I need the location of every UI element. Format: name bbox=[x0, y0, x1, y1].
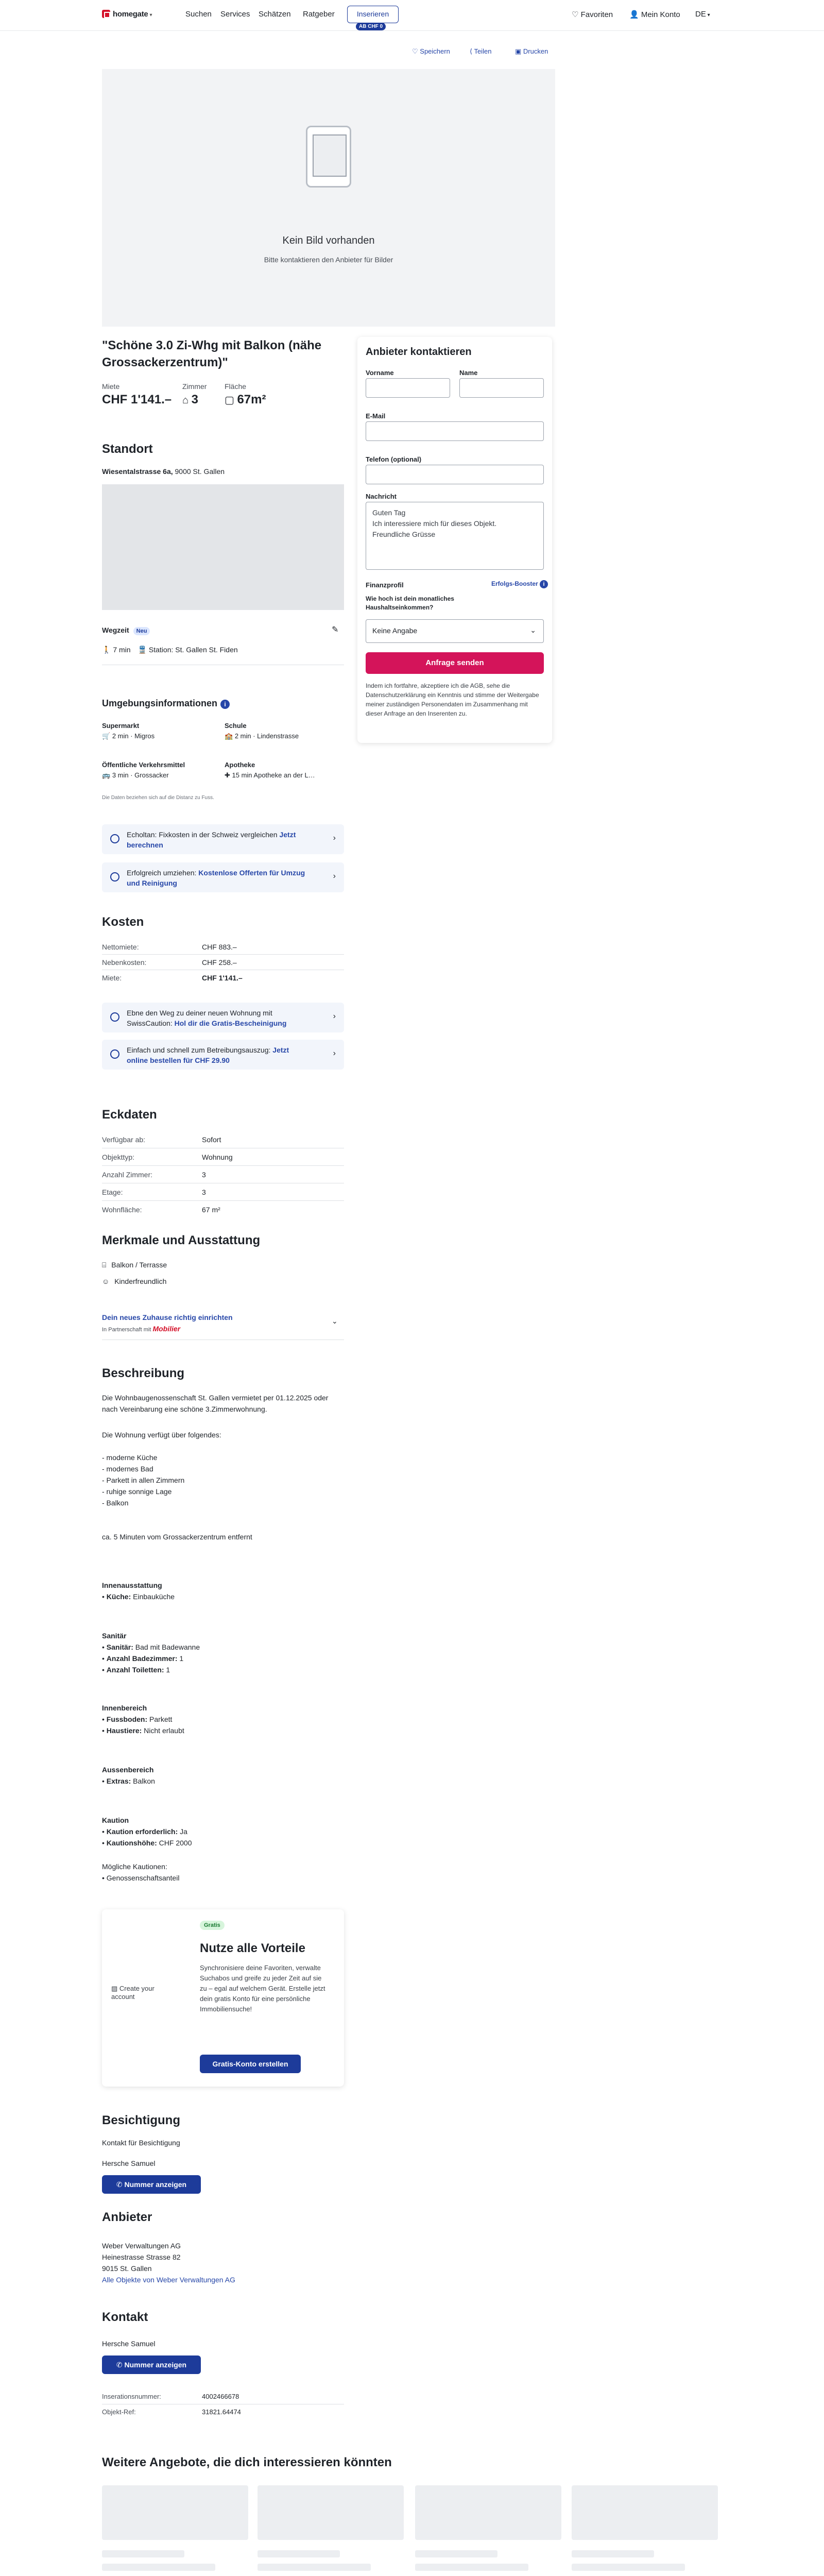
contact-form bbox=[357, 337, 552, 743]
desc-section-item: • Kaution erforderlich: Ja bbox=[102, 1827, 187, 1836]
description-list-item: - modernes Bad bbox=[102, 1465, 153, 1473]
language-switcher[interactable]: DE ▾ bbox=[695, 10, 710, 19]
shield-icon bbox=[110, 1012, 119, 1022]
chevron-right-icon: › bbox=[333, 1049, 336, 1058]
cost-label: Nettomiete: bbox=[102, 943, 139, 951]
create-account-button[interactable]: Gratis-Konto erstellen bbox=[200, 2055, 301, 2073]
commute-info: 🚶 7 min 🚆 Station: St. Gallen St. Fiden bbox=[102, 646, 238, 654]
logo-icon bbox=[102, 10, 110, 18]
desc-section-item: • Sanitär: Bad mit Badewanne bbox=[102, 1643, 200, 1651]
listing-title: "Schöne 3.0 Zi-Whg mit Balkon (nähe Grossackerzentrum)" bbox=[102, 338, 322, 369]
free-badge: Gratis bbox=[200, 1921, 225, 1930]
details-heading: Eckdaten bbox=[102, 1108, 157, 1122]
send-request-button[interactable]: Anfrage senden bbox=[366, 652, 544, 674]
income-select[interactable]: Keine Angabe ⌄ bbox=[366, 619, 544, 643]
last-name-field[interactable] bbox=[459, 378, 544, 398]
print-icon: ▣ bbox=[515, 47, 523, 55]
address: Wiesentalstrasse 6a, 9000 St. Gallen bbox=[102, 467, 225, 476]
chevron-down-icon: ⌄ bbox=[530, 626, 536, 634]
detail-label: Anzahl Zimmer: bbox=[102, 1171, 153, 1179]
phone-label: Telefon (optional) bbox=[366, 455, 422, 463]
costs-heading: Kosten bbox=[102, 915, 144, 929]
desc-section-item: • Küche: Einbauküche bbox=[102, 1592, 175, 1601]
detail-label: Verfügbar ab: bbox=[102, 1136, 146, 1144]
desc-section-title: Aussenbereich bbox=[102, 1766, 154, 1774]
show-number-button[interactable]: ✆ Nummer anzeigen bbox=[102, 2175, 201, 2194]
share-button[interactable]: ⟨ Teilen bbox=[470, 47, 492, 55]
logo[interactable]: homegate ▾ bbox=[102, 10, 152, 19]
rent-label: Miete bbox=[102, 382, 120, 391]
description-list-item: - ruhige sonnige Lage bbox=[102, 1487, 172, 1496]
cost-label: Miete: bbox=[102, 974, 122, 982]
feature-item: ☺ Kinderfreundlich bbox=[102, 1277, 167, 1285]
chevron-down-icon: ▾ bbox=[149, 12, 152, 18]
surrounding-value: 🛒 2 min · Migros bbox=[102, 732, 155, 740]
chevron-down-icon[interactable]: ⌄ bbox=[332, 1317, 338, 1325]
post-ad-badge: AB CHF 0 bbox=[356, 23, 386, 30]
surrounding-title: Schule bbox=[225, 722, 247, 730]
no-image-icon bbox=[306, 126, 351, 188]
benefits-text: Synchronisiere deine Favoriten, verwalte Suchabos und greife zu jeder Zeit auf sie zu – egal auf welchem Gerät. Erstelle jetzt dein gratis Konto für eine persönliche Immobiliensuche! bbox=[200, 1964, 325, 2013]
email-label: E-Mail bbox=[366, 412, 386, 420]
child-icon: ☺ bbox=[102, 1277, 112, 1285]
detail-value: Wohnung bbox=[202, 1153, 233, 1161]
cost-label: Nebenkosten: bbox=[102, 958, 147, 967]
surrounding-title: Supermarkt bbox=[102, 722, 140, 730]
listing-card-placeholder[interactable] bbox=[102, 2485, 248, 2576]
phone-icon: ✆ bbox=[116, 2180, 125, 2189]
promo-debt-extract[interactable]: Einfach und schnell zum Betreibungsauszug: Jetzt online bestellen für CHF 29.90 › bbox=[102, 1040, 344, 1070]
cost-value: CHF 883.– bbox=[202, 943, 237, 951]
detail-value: 3 bbox=[202, 1188, 206, 1196]
provider-line: Weber Verwaltungen AG bbox=[102, 2242, 181, 2250]
detail-value: Sofort bbox=[202, 1136, 221, 1144]
promo-swisscaution[interactable]: Ebne den Weg zu deiner neuen Wohnung mit SwissCaution: Hol dir die Gratis-Bescheinigung › bbox=[102, 1003, 344, 1032]
viewing-label: Kontakt für Besichtigung bbox=[102, 2139, 180, 2147]
surrounding-value: 🏫 2 min · Lindenstrasse bbox=[225, 732, 299, 740]
info-icon[interactable]: i bbox=[540, 580, 548, 588]
promo-fixed-costs[interactable]: Echoltan: Fixkosten in der Schweiz vergleichen Jetzt berechnen › bbox=[102, 824, 344, 854]
first-name-field[interactable] bbox=[366, 378, 450, 398]
cost-value: CHF 258.– bbox=[202, 958, 237, 967]
account-link[interactable]: 👤 Mein Konto bbox=[629, 10, 680, 19]
detail-value: 67 m² bbox=[202, 1206, 220, 1214]
nav-guide[interactable]: Ratgeber bbox=[303, 10, 335, 19]
furnish-link[interactable]: Dein neues Zuhause richtig einrichten bbox=[102, 1313, 233, 1321]
income-question: Wie hoch ist dein monatliches Haushaltseinkommen? bbox=[366, 595, 454, 611]
description-intro: Die Wohnbaugenossenschaft St. Gallen vermietet per 01.12.2025 oder nach Vereinbarung eine schöne 3.Zimmerwohnung. bbox=[102, 1394, 329, 1413]
financial-profile-label: Finanzprofil bbox=[366, 581, 404, 589]
description-heading: Beschreibung bbox=[102, 1366, 185, 1380]
listing-card-placeholder[interactable] bbox=[258, 2485, 404, 2576]
area-icon: ▢ bbox=[225, 395, 237, 406]
area-label: Fläche bbox=[225, 382, 247, 391]
desc-section-title: Innenausstattung bbox=[102, 1581, 162, 1589]
user-icon: 👤 bbox=[629, 10, 641, 19]
viewing-name: Hersche Samuel bbox=[102, 2159, 156, 2167]
partner-logo: Mobilier bbox=[152, 1325, 181, 1333]
desc-section-item: • Extras: Balkon bbox=[102, 1777, 155, 1785]
school-icon: 🏫 bbox=[225, 732, 235, 740]
print-button[interactable]: ▣ Drucken bbox=[515, 47, 548, 55]
surrounding-value: 🚌 3 min · Grossacker bbox=[102, 771, 169, 779]
surroundings-note: Die Daten beziehen sich auf die Distanz zu Fuss. bbox=[102, 795, 214, 801]
nav-estimate[interactable]: Schätzen bbox=[259, 10, 291, 19]
site-header bbox=[0, 0, 824, 31]
promo-moving[interactable]: Erfolgreich umziehen: Kostenlose Offerten für Umzug und Reinigung › bbox=[102, 862, 344, 892]
desc-section-item: • Fussboden: Parkett bbox=[102, 1715, 173, 1723]
desc-section-title: Innenbereich bbox=[102, 1704, 147, 1712]
last-name-label: Name bbox=[459, 369, 478, 377]
surrounding-title: Öffentliche Verkehrsmittel bbox=[102, 761, 185, 769]
listing-card-placeholder[interactable] bbox=[572, 2485, 718, 2576]
detail-label: Etage: bbox=[102, 1188, 123, 1196]
nav-search[interactable]: Suchen bbox=[185, 10, 212, 19]
edit-icon[interactable]: ✎ bbox=[332, 625, 339, 634]
save-button[interactable]: ♡ Speichern bbox=[412, 47, 450, 55]
phone-icon: ✆ bbox=[116, 2361, 125, 2369]
surroundings-heading: Umgebungsinformationen i bbox=[102, 698, 230, 709]
feature-item: ⌸ Balkon / Terrasse bbox=[102, 1261, 167, 1269]
more-heading: Weitere Angebote, die dich interessieren könnten bbox=[102, 2455, 392, 2469]
house-icon: ⌂ bbox=[182, 395, 192, 406]
surrounding-title: Apotheke bbox=[225, 761, 255, 769]
rent-value: CHF 1'141.– bbox=[102, 393, 172, 406]
document-icon bbox=[110, 1049, 119, 1059]
listing-card-placeholder[interactable] bbox=[415, 2485, 561, 2576]
message-label: Nachricht bbox=[366, 493, 397, 500]
form-legal-text: Indem ich fortfahre, akzeptiere ich die AGB, sehe die Datenschutzerklärung ein Kenntnis und stimme der Weitergabe meiner zuständigen Personendaten im Zusammenhang mit dieser Anfrage an den Inserenten zu. bbox=[366, 682, 539, 717]
pharmacy-icon: ✚ bbox=[225, 771, 232, 779]
post-ad-button[interactable]: Inserieren bbox=[347, 6, 399, 23]
image-gallery[interactable] bbox=[102, 69, 555, 327]
provider-objects-link[interactable]: Alle Objekte von Weber Verwaltungen AG bbox=[102, 2276, 235, 2284]
desc-section-item: • Anzahl Badezimmer: 1 bbox=[102, 1654, 184, 1663]
provider-line: 9015 St. Gallen bbox=[102, 2264, 152, 2273]
new-badge: Neu bbox=[133, 627, 150, 635]
desc-section-title: Sanitär bbox=[102, 1632, 127, 1640]
id-label: Inserationsnummer: bbox=[102, 2393, 161, 2400]
features-heading: Merkmale und Ausstattung bbox=[102, 1233, 261, 1247]
heart-icon: ♡ bbox=[412, 47, 420, 55]
provider-line: Heinestrasse Strasse 82 bbox=[102, 2253, 181, 2261]
no-image-subtitle: Bitte kontaktieren den Anbieter für Bilder bbox=[264, 256, 393, 264]
contact-name: Hersche Samuel bbox=[102, 2340, 156, 2348]
surrounding-value: ✚ 15 min Apotheke an der L… bbox=[225, 771, 315, 779]
form-title: Anbieter kontaktieren bbox=[366, 346, 472, 358]
info-icon[interactable]: i bbox=[220, 700, 230, 709]
rooms-value: ⌂ 3 bbox=[182, 393, 198, 406]
location-heading: Standort bbox=[102, 442, 153, 456]
cart-icon: 🛒 bbox=[102, 732, 112, 740]
chevron-down-icon: ▾ bbox=[706, 12, 710, 18]
share-icon: ⟨ bbox=[470, 47, 474, 55]
first-name-label: Vorname bbox=[366, 369, 394, 377]
benefits-title: Nutze alle Vorteile bbox=[200, 1941, 305, 1955]
boost-badge: Erfolgs-Booster i bbox=[491, 580, 548, 588]
nav-services[interactable]: Services bbox=[220, 10, 250, 19]
account-illustration: ▨ Create your account bbox=[111, 1985, 154, 2001]
favorites-link[interactable]: ♡ Favoriten bbox=[572, 10, 613, 19]
detail-label: Objekttyp: bbox=[102, 1153, 135, 1161]
heart-icon: ♡ bbox=[572, 10, 581, 19]
description-list-item: - Parkett in allen Zimmern bbox=[102, 1476, 185, 1484]
chevron-right-icon: › bbox=[333, 834, 336, 842]
detail-value: 3 bbox=[202, 1171, 206, 1179]
email-field[interactable] bbox=[366, 421, 544, 441]
description-distance: ca. 5 Minuten vom Grossackerzentrum entfernt bbox=[102, 1533, 252, 1541]
chevron-right-icon: › bbox=[333, 1012, 336, 1021]
desc-section-item: • Anzahl Toiletten: 1 bbox=[102, 1666, 170, 1674]
deposit-label: Mögliche Kautionen: bbox=[102, 1862, 167, 1871]
phone-field[interactable] bbox=[366, 465, 544, 484]
show-number-button[interactable]: ✆ Nummer anzeigen bbox=[102, 2355, 201, 2374]
divider bbox=[102, 1200, 344, 1201]
id-value: 31821.64474 bbox=[202, 2408, 241, 2416]
train-icon: 🚆 bbox=[138, 646, 149, 654]
bus-icon: 🚌 bbox=[102, 771, 112, 779]
divider bbox=[102, 954, 344, 955]
viewing-heading: Besichtigung bbox=[102, 2113, 181, 2127]
no-image-title: Kein Bild vorhanden bbox=[282, 235, 375, 246]
detail-label: Wohnfläche: bbox=[102, 1206, 142, 1214]
image-icon: ▨ bbox=[111, 1985, 119, 1992]
commute-title: Wegzeit Neu bbox=[102, 624, 150, 637]
chevron-right-icon: › bbox=[333, 872, 336, 880]
divider bbox=[102, 1165, 344, 1166]
description-list-item: - moderne Küche bbox=[102, 1453, 158, 1462]
description-has: Die Wohnung verfügt über folgendes: bbox=[102, 1431, 221, 1439]
benefits-card bbox=[102, 1909, 344, 2087]
desc-section-item: • Haustiere: Nicht erlaubt bbox=[102, 1726, 184, 1735]
calculator-icon bbox=[110, 834, 119, 843]
message-field[interactable]: Guten Tag Ich interessiere mich für dieses Objekt. Freundliche Grüsse bbox=[366, 502, 544, 570]
description-list-item: - Balkon bbox=[102, 1499, 129, 1507]
desc-section-title: Kaution bbox=[102, 1816, 129, 1824]
balcony-icon: ⌸ bbox=[102, 1261, 109, 1269]
area-value: ▢ 67m² bbox=[225, 393, 266, 406]
provider-heading: Anbieter bbox=[102, 2210, 152, 2224]
rooms-label: Zimmer bbox=[182, 382, 207, 391]
id-label: Objekt-Ref: bbox=[102, 2408, 136, 2416]
moving-icon bbox=[110, 872, 119, 882]
walk-icon: 🚶 bbox=[102, 646, 113, 654]
id-value: 4002466678 bbox=[202, 2393, 239, 2400]
map[interactable] bbox=[102, 484, 344, 610]
contact-heading: Kontakt bbox=[102, 2310, 148, 2324]
deposit-item: • Genossenschaftsanteil bbox=[102, 1874, 180, 1882]
desc-section-item: • Kautionshöhe: CHF 2000 bbox=[102, 1839, 192, 1847]
partner-line: In Partnerschaft mit Mobilier bbox=[102, 1325, 181, 1333]
cost-value: CHF 1'141.– bbox=[202, 974, 243, 982]
